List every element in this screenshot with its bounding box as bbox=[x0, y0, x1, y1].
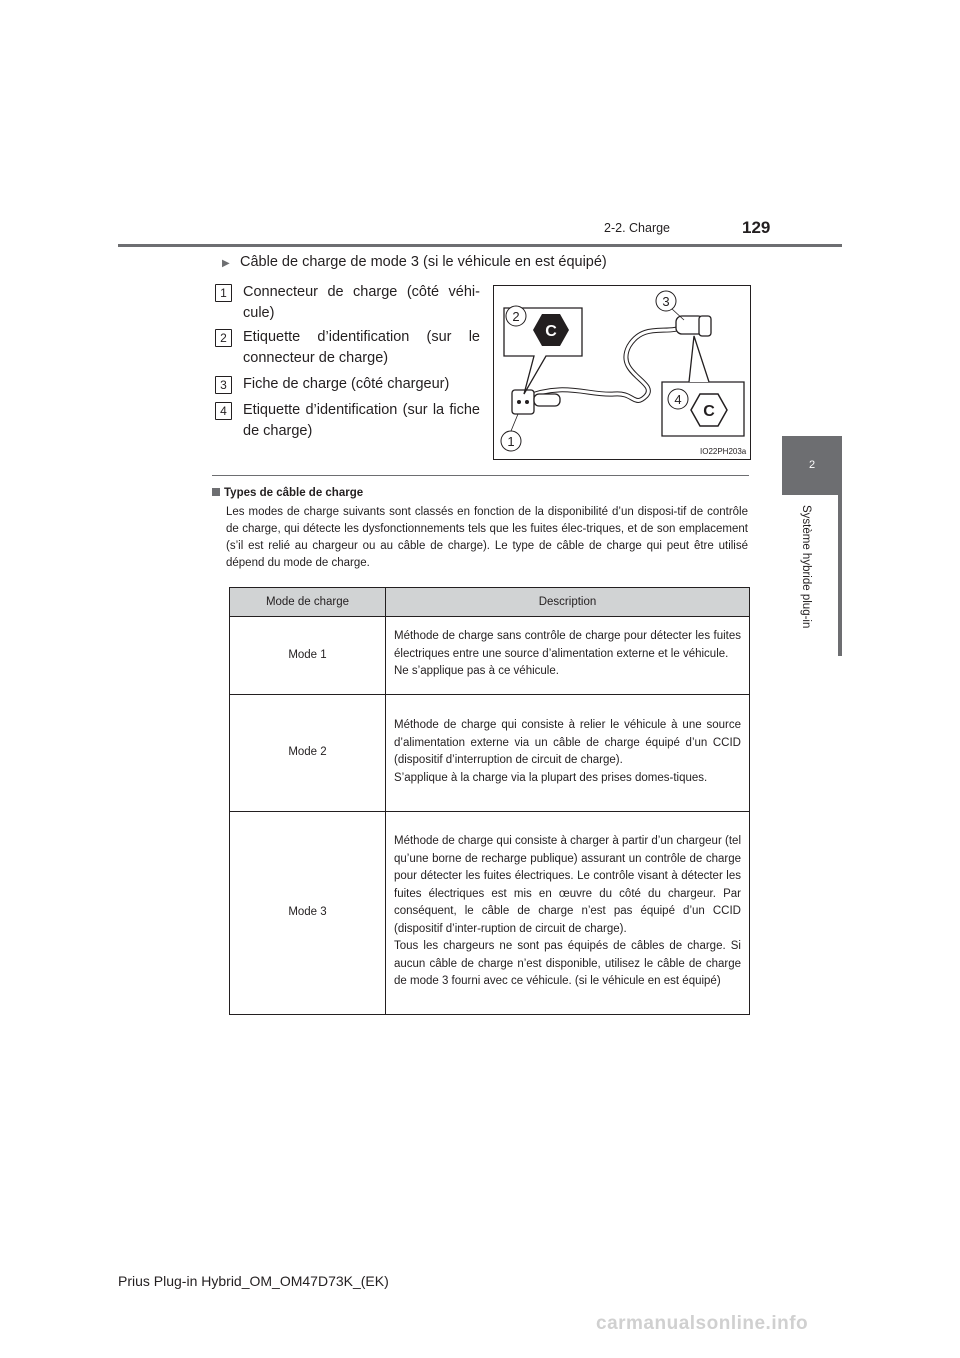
legend-item bbox=[215, 327, 480, 369]
header-rule bbox=[118, 244, 842, 247]
description-cell: Méthode de charge qui consiste à relier le véhicule à une source d’alimentation externe via un câble de charge équipé d’un CCID (dispositif d’interruption de circuit de charge). S’applique à la charge via la plupart des prises domes-tiques. bbox=[386, 695, 750, 812]
watermark: carmanualsonline.info bbox=[596, 1313, 809, 1334]
section-divider bbox=[212, 475, 749, 476]
subsection-title bbox=[212, 487, 363, 499]
mode-cell: Mode 3 bbox=[230, 812, 386, 1015]
legend-number: 1 bbox=[215, 284, 232, 302]
callout-number: 4 bbox=[674, 392, 682, 407]
subsection-title-text: Types de câble de charge bbox=[224, 487, 364, 499]
callout-number: 2 bbox=[512, 309, 520, 324]
charger-plug bbox=[676, 316, 711, 336]
tag-letter: C bbox=[545, 323, 557, 340]
legend-number: 4 bbox=[215, 402, 232, 420]
chapter-bar bbox=[838, 436, 842, 656]
legend-item bbox=[215, 282, 480, 324]
page-number: 129 bbox=[742, 218, 771, 237]
chapter-tab: 2 bbox=[782, 436, 842, 495]
mode-cell: Mode 2 bbox=[230, 695, 386, 812]
tag-pointer-4 bbox=[689, 336, 709, 382]
table-row bbox=[230, 617, 750, 695]
table-header-row bbox=[230, 588, 750, 617]
square-bullet-icon bbox=[212, 488, 220, 496]
legend-number: 2 bbox=[215, 329, 232, 347]
section-heading: Câble de charge de mode 3 (si le véhicule en est équipé) bbox=[240, 254, 607, 270]
triangle-bullet-icon: ▶ bbox=[222, 258, 230, 269]
column-header: Description bbox=[386, 588, 750, 617]
leader-line bbox=[511, 414, 518, 431]
chapter-label-text: Système hybride plug-in bbox=[800, 505, 812, 629]
charging-cable-figure bbox=[493, 285, 751, 460]
legend-text: Etiquette d’identification (sur le connecteur de charge) bbox=[243, 329, 480, 366]
column-header: Mode de charge bbox=[230, 588, 386, 617]
chapter-label bbox=[794, 505, 814, 665]
description-cell: Méthode de charge qui consiste à charger à partir d’un chargeur (tel qu’une borne de recharge publique) assurant un contrôle de charge pour détecter les fuites électriques. Le contrôle visant à détecter les fuites électriques est mis en œuvre du côté du chargeur. Par conséquent, le câble de charge n’est pas équipé d’un CCID (dispositif d’inter-ruption de circuit de charge). Tous les chargeurs ne sont pas équipés de câbles de charge. Si aucun câble de charge n’est disponible, utilisez le câble de charge de mode 3 fourni avec ce véhicule. (si le véhicule en est équipé) bbox=[386, 812, 750, 1015]
charge-modes-table bbox=[229, 587, 750, 1015]
legend-text: Fiche de charge (côté chargeur) bbox=[243, 376, 450, 392]
charging-cable-illustration bbox=[494, 286, 750, 459]
legend-item bbox=[215, 374, 480, 395]
document-footer: Prius Plug-in Hybrid_OM_OM47D73K_(EK) bbox=[118, 1273, 389, 1289]
legend-item bbox=[215, 400, 480, 442]
table-row bbox=[230, 695, 750, 812]
table-row bbox=[230, 812, 750, 1015]
section-title: 2-2. Charge bbox=[604, 221, 671, 235]
mode-cell: Mode 1 bbox=[230, 617, 386, 695]
callout-number: 3 bbox=[662, 294, 670, 309]
callout-number: 1 bbox=[507, 434, 515, 449]
description-cell: Méthode de charge sans contrôle de charge pour détecter les fuites électriques entre une source d’alimentation externe et le véhicule. Ne s’applique pas à ce véhicule. bbox=[386, 617, 750, 695]
subsection-paragraph: Les modes de charge suivants sont classés en fonction de la disponibilité d’un disposi-tif de contrôle de charge, qui détecte les dysfonctionnements tels que les fuites élec-triques, et de son emplacement (s’il est relié au chargeur ou au câble de charge). Le type de câble de charge qui peut être utilisé dépend du mode de charge. bbox=[226, 506, 748, 569]
legend-text: Connecteur de charge (côté véhi-cule) bbox=[243, 284, 480, 321]
legend-number: 3 bbox=[215, 376, 232, 394]
figure-code: IO22PH203a bbox=[700, 447, 747, 456]
legend-text: Etiquette d’identification (sur la fiche de charge) bbox=[243, 402, 480, 439]
tag-letter: C bbox=[703, 403, 715, 420]
